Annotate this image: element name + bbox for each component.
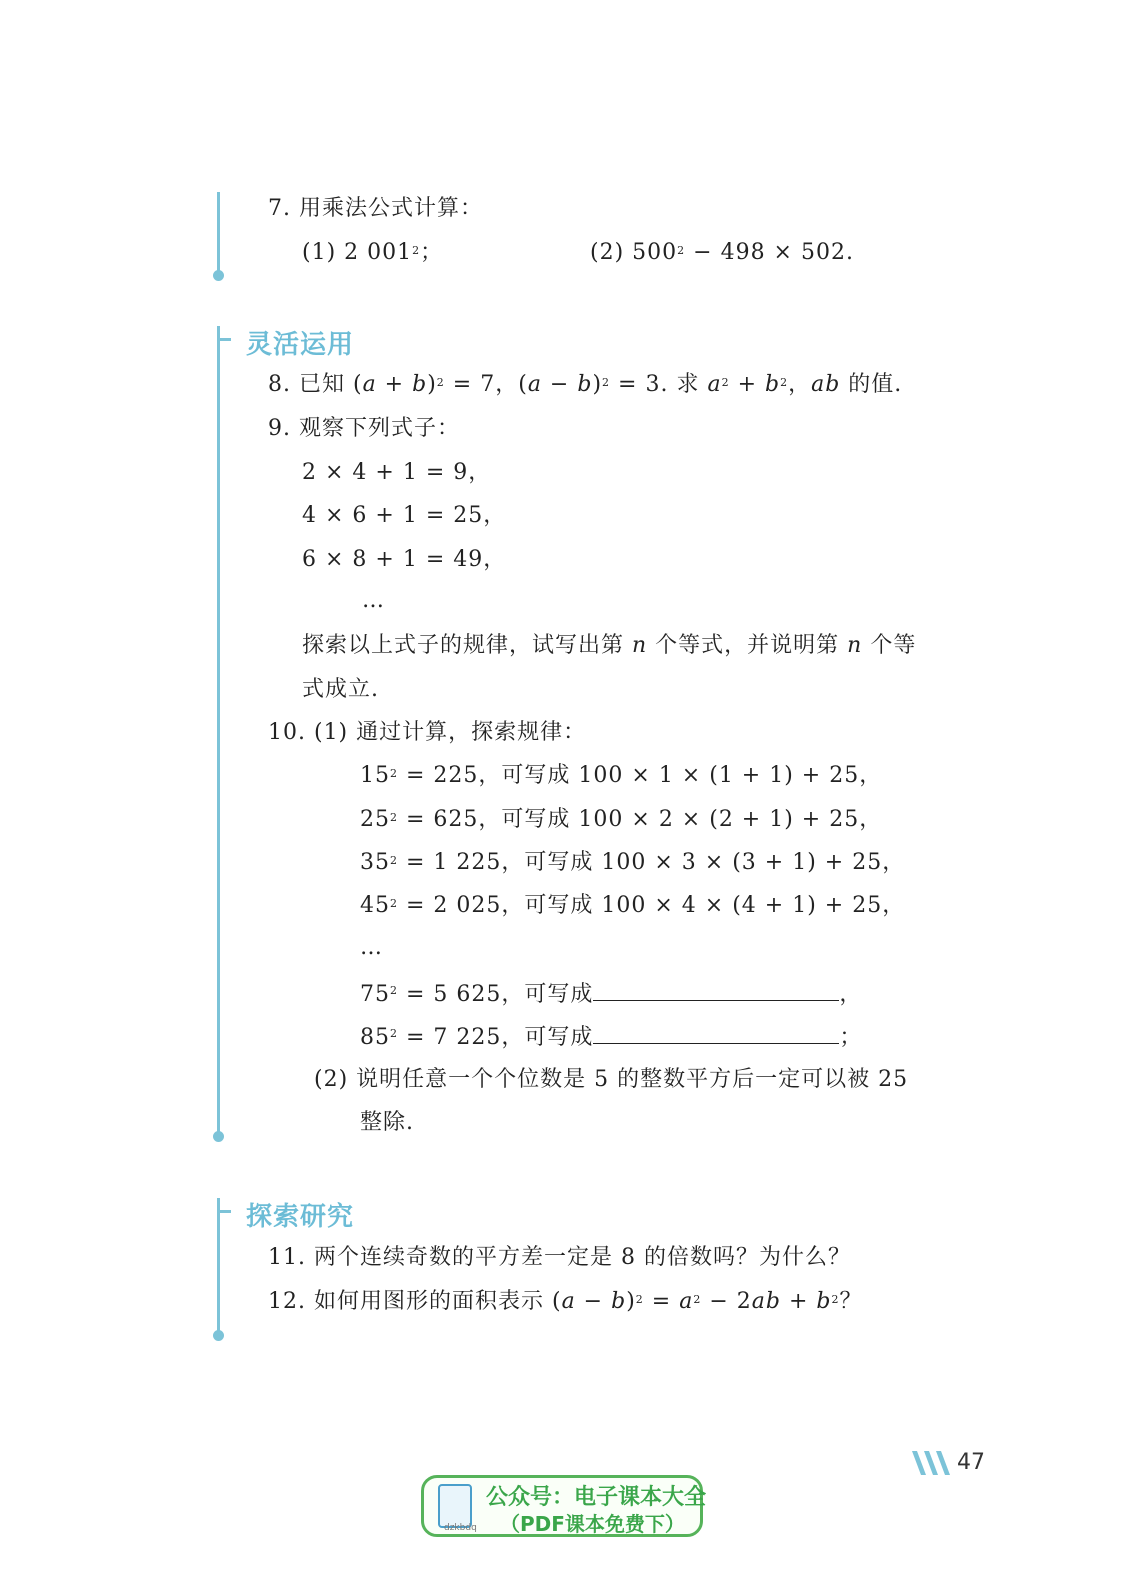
answer-blank-2[interactable] [593, 1021, 839, 1044]
q9-line-2: 4 × 6 + 1 = 25， [302, 503, 507, 528]
q9-line-1: 2 × 4 + 1 = 9， [302, 460, 492, 485]
q9-ellipsis: … [362, 588, 385, 613]
q11: 11. 两个连续奇数的平方差一定是 8 的倍数吗？为什么？ [268, 1245, 851, 1270]
book-icon [438, 1484, 472, 1528]
q10-line-2: $25^2 = 625$，可写成 100 × 2 × (2 + 1) + 25， [360, 807, 883, 832]
side-bar-3 [217, 1198, 220, 1334]
watermark-icon-text: dzkbdq [444, 1523, 477, 1533]
q10-blank-line-1: $75^2 = 5$ 625，可写成 ， [360, 978, 862, 1010]
side-bar-dot-3 [213, 1330, 224, 1341]
side-bar-2 [217, 326, 220, 1136]
section-heading-explore: 探索研究 [246, 1202, 355, 1232]
q10-title: 10. (1) 通过计算，探索规律： [268, 720, 587, 745]
q10-ellipsis: … [360, 935, 383, 960]
q7-part1: (1) 2 $001^2$； [302, 240, 444, 265]
q10-line-4: $45^2 = 2$ 025，可写成 100 × 4 × (4 + 1) + 25， [360, 893, 906, 918]
q7-part2: (2) $500^2 - 498 \times 502$. [590, 240, 854, 265]
side-bar-tick-3 [217, 1210, 231, 1213]
side-bar-dot-2 [213, 1131, 224, 1142]
q10-line-3: $35^2 = 1$ 225，可写成 100 × 3 × (3 + 1) + 25， [360, 850, 906, 875]
q10-blank-line-2: $85^2 = 7$ 225，可写成 ； [360, 1021, 862, 1053]
q10-part2-2: 整除. [360, 1110, 414, 1135]
answer-blank-1[interactable] [593, 978, 839, 1001]
q8: 8. 已知 $(a + b)^2 = 7$，$(a - b)^2 = 3$. 求 $a^2 + b^2$，ab 的值. [268, 372, 903, 397]
section-heading-flexible: 灵活运用 [246, 330, 355, 360]
q9-line-3: 6 × 8 + 1 = 49， [302, 547, 507, 572]
side-bar-tick-2 [217, 338, 231, 341]
q10-part2-1: (2) 说明任意一个个位数是 5 的整数平方后一定可以被 25 [314, 1067, 909, 1092]
watermark-line-1: 公众号：电子课本大全 [486, 1485, 707, 1510]
q10-line-1: $15^2 = 225$，可写成 100 × 1 × (1 + 1) + 25， [360, 763, 883, 788]
q12: 12. 如何用图形的面积表示 $(a - b)^2 = a^2 - 2ab + b^2$？ [268, 1289, 863, 1314]
page-stripes-icon [912, 1451, 954, 1475]
watermark-line-2: （PDF课本免费下） [500, 1512, 685, 1536]
side-bar-dot-1 [213, 270, 224, 281]
q9-title: 9. 观察下列式子： [268, 416, 460, 441]
q9-desc-2: 式成立. [302, 677, 379, 702]
side-bar-1 [217, 192, 220, 274]
q9-desc-1: 探索以上式子的规律，试写出第 n 个等式，并说明第 n 个等 [302, 633, 917, 658]
page-number: 47 [957, 1450, 985, 1475]
q7-title: 7. 用乘法公式计算： [268, 196, 483, 221]
